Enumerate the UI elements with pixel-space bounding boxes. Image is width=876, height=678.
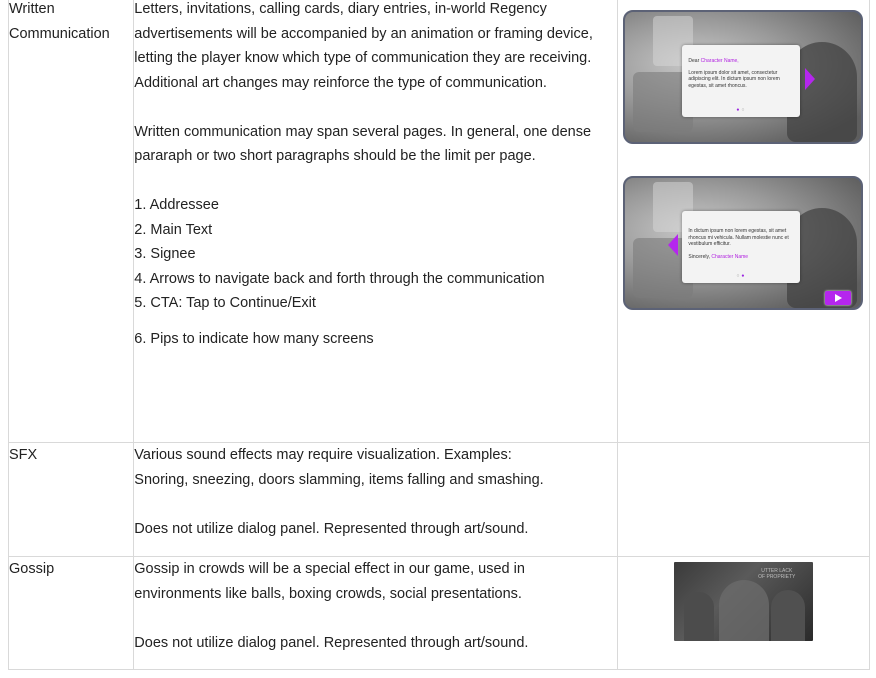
list-item: 2. Main Text <box>134 221 213 238</box>
row-label: SFX <box>9 447 38 463</box>
list-item: 6. Pips to indicate how many screens <box>134 331 374 347</box>
letter-card <box>682 211 800 283</box>
row-label: Gossip <box>9 561 55 577</box>
intro-line: letting the player know which type of communication they are receiving. <box>134 50 592 66</box>
spec-table <box>8 0 870 670</box>
row-label-cell <box>9 557 134 670</box>
row-image-cell <box>618 0 870 443</box>
list-item: 5. CTA: Tap to Continue/Exit <box>134 295 316 311</box>
description-line: environments like balls, boxing crowds, social presentations. <box>134 585 522 602</box>
intro-line: Additional art changes may reinforce the type of communication. <box>134 74 547 91</box>
page-pips: ●○ <box>736 106 747 113</box>
gossip-text-line: OF PROPRIETY <box>758 574 796 580</box>
intro-line: Letters, invitations, calling cards, diary entries, in-world Regency <box>134 1 547 17</box>
row-description-cell <box>134 443 618 557</box>
description-line: Does not utilize dialog panel. Represented through art/sound. <box>134 520 529 537</box>
row-label-cell <box>9 443 134 557</box>
letter-card <box>682 45 800 117</box>
description-line: Snoring, sneezing, doors slamming, items falling and smashing. <box>134 471 544 488</box>
addressee-name: Character Name, <box>700 58 739 64</box>
signee-name: Character Name <box>711 253 749 260</box>
description-line: Various sound effects may require visualization. Examples: <box>134 447 512 463</box>
list-item: 1. Addressee <box>134 197 219 213</box>
addressee-salutation: Dear <box>688 58 700 64</box>
row-gossip <box>9 557 870 670</box>
arrow-left-icon <box>668 234 678 256</box>
intro-line: advertisements will be accompanied by an animation or framing device, <box>134 25 593 42</box>
letter-body: In dictum ipsum non lorem egestas, sit amet rhoncus mi vehicula. Nullam molestie nunc et vestibulum efficitur. <box>688 228 789 247</box>
arrow-right-icon <box>805 68 815 90</box>
row-image-cell <box>618 557 870 670</box>
list-item: 3. Signee <box>134 246 196 262</box>
gossip-crowd-image <box>674 562 813 641</box>
row-description-cell <box>134 0 618 443</box>
row-label: Communication <box>9 25 110 42</box>
list-item: 4. Arrows to navigate back and forth through the communication <box>134 270 545 287</box>
row-label: Written <box>9 1 55 17</box>
continue-cta-icon <box>825 291 851 305</box>
row-label-cell <box>9 0 134 443</box>
row-image-cell <box>618 443 870 557</box>
description-line: Gossip in crowds will be a special effect in our game, used in <box>134 561 525 577</box>
letter-mock-screen-2 <box>623 176 863 310</box>
description-line: Does not utilize dialog panel. Represented through art/sound. <box>134 634 529 651</box>
pages-line: Written communication may span several pages. In general, one dense <box>134 123 592 140</box>
row-description-cell <box>134 557 618 670</box>
letter-body: Lorem ipsum dolor sit amet, consectetur adipiscing elit. In dictum ipsum non lorem egestas, sit amet rhoncus. <box>688 69 780 89</box>
page-pips: ○● <box>736 272 747 279</box>
row-written-communication <box>9 0 870 443</box>
row-sfx <box>9 443 870 557</box>
signee-signoff: Sincerely, <box>688 253 710 260</box>
gossip-text-line: UTTER LACK <box>761 568 793 574</box>
letter-mock-screen-1 <box>623 10 863 144</box>
gossip-overlay-text <box>758 568 795 580</box>
pages-line: pararaph or two short paragraphs should be the limit per page. <box>134 148 536 164</box>
